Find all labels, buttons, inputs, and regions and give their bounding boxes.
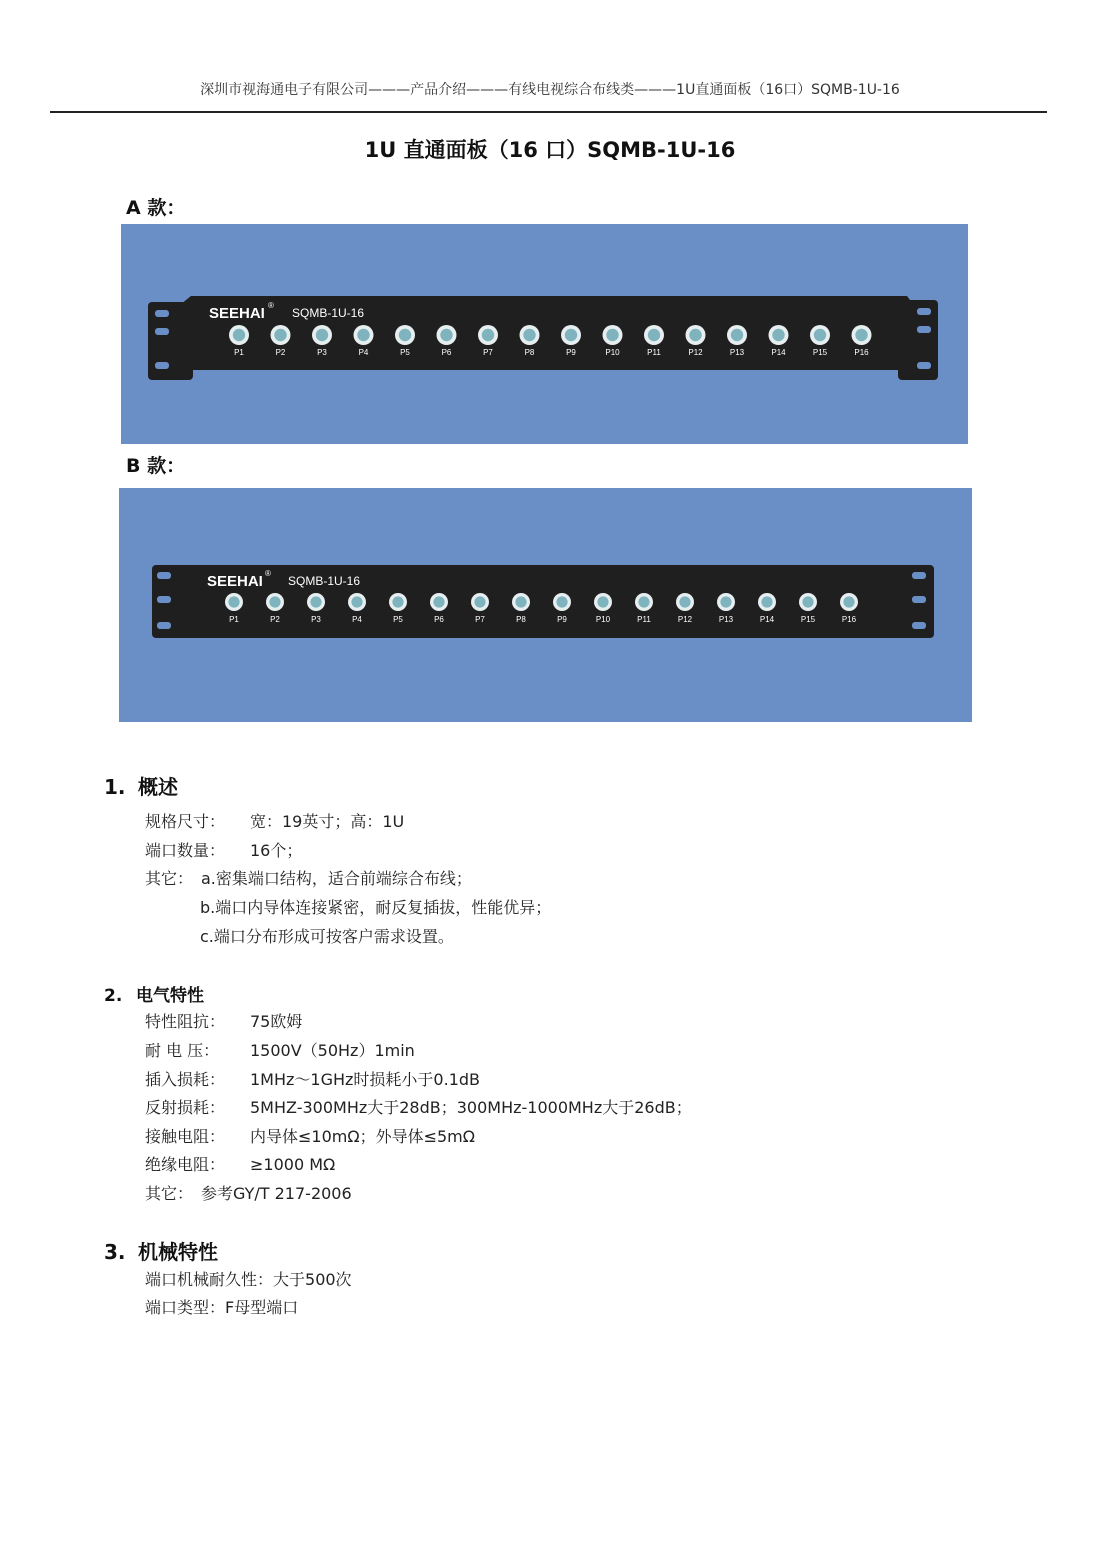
port-label: P1: [234, 348, 244, 357]
spec-sub-row: c.端口分布形成可按客户需求设置。: [200, 927, 454, 946]
spec-label: 其它：: [145, 869, 194, 888]
f-connector-center: [310, 596, 321, 607]
spec-value: ≥1000 MΩ: [250, 1155, 336, 1174]
port-label: P3: [317, 348, 327, 357]
spec-row: [145, 1152, 335, 1175]
spec-value: a.密集端口结构，适合前端综合布线；: [201, 869, 472, 888]
f-connector-center: [233, 329, 245, 341]
spec-value: 大于500次: [273, 1270, 352, 1289]
port-label: P4: [358, 348, 369, 357]
port-label: P2: [270, 615, 280, 624]
f-connector-center: [515, 596, 526, 607]
port-label: P9: [566, 348, 576, 357]
port-label: P7: [475, 615, 485, 624]
port-label: P15: [812, 348, 828, 357]
port-label: P1: [229, 615, 239, 624]
f-connector-center: [269, 596, 280, 607]
variant-b-label: B 款：: [126, 455, 186, 477]
f-connector-center: [474, 596, 485, 607]
port-label: P15: [800, 615, 816, 624]
f-connector-center: [357, 329, 369, 341]
spec-label: 规格尺寸：: [145, 812, 226, 831]
spec-label: 特性阻抗：: [145, 1012, 226, 1031]
f-connector-center: [648, 329, 660, 341]
port-label: P16: [841, 615, 857, 624]
spec-label: 接触电阻：: [145, 1127, 226, 1146]
variant-a-photo: [121, 224, 968, 444]
spec-label: 端口机械耐久性：: [145, 1270, 274, 1289]
header-divider: [50, 111, 1047, 113]
panel-brand: SEEHAI: [209, 305, 265, 322]
spec-value: 1MHz～1GHz时损耗小于0.1dB: [250, 1070, 481, 1089]
port-label: P9: [557, 615, 567, 624]
f-connector-center: [556, 596, 567, 607]
port-label: P13: [718, 615, 734, 624]
f-connector-center: [772, 329, 784, 341]
spec-row: [145, 1267, 352, 1290]
spec-value: 宽：19英寸；高：1U: [250, 812, 405, 831]
f-connector-center: [482, 329, 494, 341]
section-overview-heading: [104, 771, 178, 800]
port-label: P14: [771, 348, 786, 357]
page-header: 深圳市视海通电子有限公司———产品介绍———有线电视综合布线类———1U直通面板（16口）SQMB-1U-16: [200, 82, 900, 98]
panel-model: SQMB-1U-16: [292, 306, 365, 320]
variant-b-photo: [119, 488, 972, 722]
port-label: P2: [275, 348, 286, 357]
f-connector-center: [843, 596, 854, 607]
f-connector-center: [814, 329, 826, 341]
f-connector-center: [638, 596, 649, 607]
spec-label: 其它：: [145, 1184, 194, 1203]
f-connector-center: [523, 329, 535, 341]
spec-row: [145, 1009, 302, 1032]
port-label: P4: [352, 615, 362, 624]
spec-value: 75欧姆: [250, 1012, 303, 1031]
section-title: 机械特性: [138, 1240, 218, 1264]
spec-label: 耐 电 压：: [145, 1041, 220, 1060]
f-connector-center: [606, 329, 618, 341]
spec-label: 端口类型：: [145, 1298, 226, 1317]
section-title: 概述: [138, 775, 178, 799]
spec-value: 1500V（50Hz）1min: [250, 1041, 415, 1060]
spec-row: [145, 1095, 692, 1118]
f-connector-center: [392, 596, 403, 607]
spec-value: F母型端口: [225, 1298, 299, 1317]
f-connector-center: [731, 329, 743, 341]
spec-value: 5MHZ-300MHz大于28dB；300MHz-1000MHz大于26dB；: [250, 1098, 692, 1117]
spec-row: [145, 1181, 352, 1204]
spec-label: 端口数量：: [145, 841, 226, 860]
f-connector-center: [274, 329, 286, 341]
f-connector-center: [316, 329, 328, 341]
f-connector-center: [433, 596, 444, 607]
spec-row: [145, 1295, 298, 1318]
section-title: 电气特性: [136, 986, 204, 1006]
f-connector-center: [761, 596, 772, 607]
section-number: 2.: [104, 986, 123, 1006]
port-label: P7: [483, 348, 493, 357]
f-connector-center: [597, 596, 608, 607]
port-label: P5: [400, 348, 410, 357]
variant-a-label: A 款：: [126, 197, 186, 219]
spec-row: [145, 1038, 415, 1061]
panel-brand-registered: ®: [268, 301, 274, 310]
section-number: 1.: [104, 775, 126, 799]
port-label: P10: [595, 615, 611, 624]
spec-row: [145, 838, 302, 861]
f-connector-center: [399, 329, 411, 341]
panel-model: SQMB-1U-16: [288, 574, 361, 588]
spec-label: 绝缘电阻：: [145, 1155, 226, 1174]
port-label: P3: [311, 615, 321, 624]
spec-row: [145, 866, 472, 889]
port-label: P14: [759, 615, 775, 624]
f-connector-center: [351, 596, 362, 607]
section-number: 3.: [104, 1240, 126, 1264]
spec-label: 反射损耗：: [145, 1098, 226, 1117]
port-label: P16: [854, 348, 869, 357]
f-connector-center: [802, 596, 813, 607]
port-label: P5: [393, 615, 403, 624]
spec-value: 内导体≤10mΩ；外导体≤5mΩ: [250, 1127, 475, 1146]
port-label: P10: [605, 348, 620, 357]
f-connector-center: [565, 329, 577, 341]
panel-brand-registered: ®: [265, 569, 271, 578]
f-connector-center: [228, 596, 239, 607]
spec-row: [145, 1124, 475, 1147]
section-electrical-heading: [104, 981, 204, 1006]
spec-row: [145, 809, 404, 832]
f-connector-center: [720, 596, 731, 607]
panel-brand: SEEHAI: [207, 573, 263, 590]
spec-value: 参考GY/T 217-2006: [201, 1184, 352, 1203]
port-label: P13: [729, 348, 745, 357]
document-title: 1U 直通面板（16 口）SQMB-1U-16: [364, 138, 736, 162]
f-connector-center: [689, 329, 701, 341]
port-label: P8: [516, 615, 526, 624]
panel-body: [181, 296, 913, 370]
port-label: P6: [434, 615, 444, 624]
spec-sub-row: b.端口内导体连接紧密，耐反复插拔，性能优异；: [200, 898, 552, 917]
port-label: P12: [688, 348, 703, 357]
section-mechanical-heading: [104, 1236, 218, 1265]
port-label: P8: [524, 348, 535, 357]
spec-row: [145, 1067, 480, 1090]
port-label: P12: [677, 615, 693, 624]
f-connector-center: [855, 329, 867, 341]
f-connector-center: [440, 329, 452, 341]
f-connector-center: [679, 596, 690, 607]
spec-value: 16个；: [250, 841, 303, 860]
spec-label: 插入损耗：: [145, 1070, 226, 1089]
port-label: P11: [637, 615, 651, 624]
port-label: P6: [441, 348, 452, 357]
port-label: P11: [647, 348, 661, 357]
